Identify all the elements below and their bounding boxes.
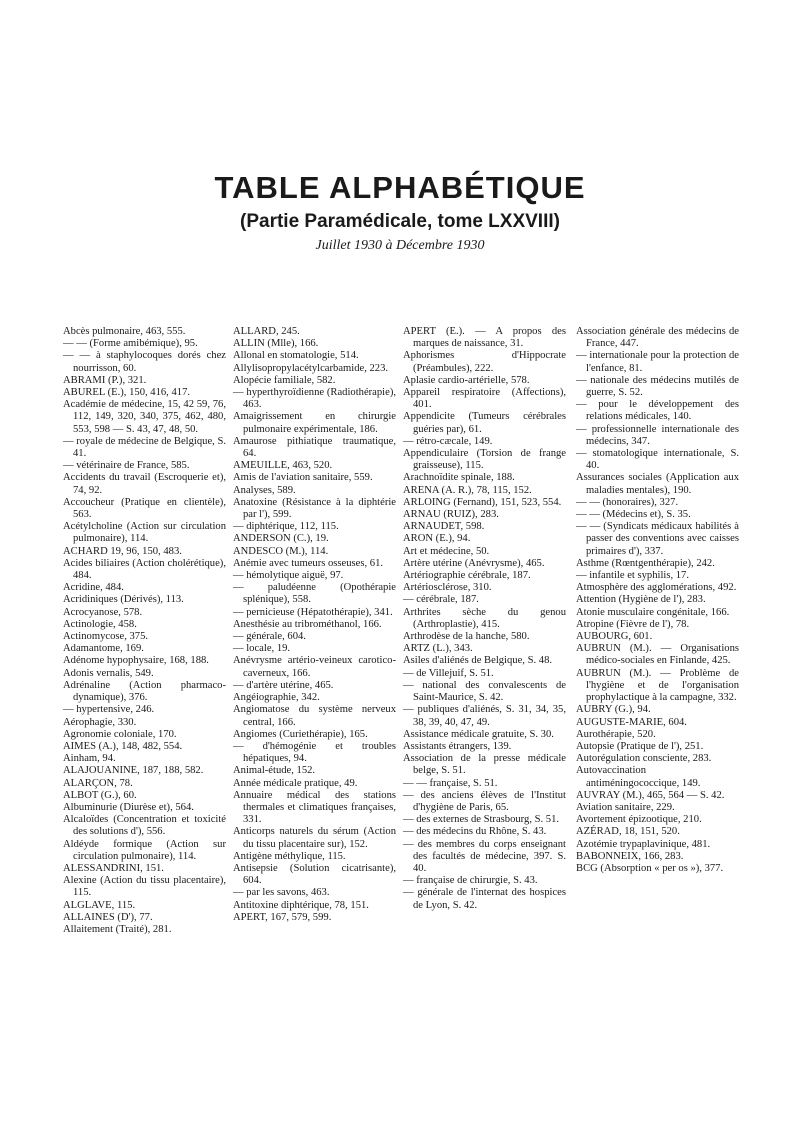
index-entry: Autorégulation consciente, 283.	[576, 753, 712, 765]
index-entry: Angiomes (Curiethérapie), 165.	[233, 728, 368, 740]
index-entry: — — (Forme amibémique), 95.	[63, 338, 198, 350]
index-entry: Animal-étude, 152.	[233, 765, 316, 777]
index-entry: Association de la presse médicale belge, S. 51.	[403, 753, 566, 777]
page-subtitle: (Partie Paramédicale, tome LXXVIII)	[240, 211, 560, 232]
index-column-1	[63, 326, 226, 936]
index-entry: AUBRY (G.), 94.	[576, 704, 651, 716]
index-entry: Amaurose pithiatique traumatique, 64.	[233, 435, 396, 460]
index-entry: — — (Médecins et), S. 35.	[576, 509, 691, 521]
index-column-2	[233, 326, 396, 924]
index-entry: — — française, S. 51.	[403, 777, 498, 789]
index-entry: Arthrites sèche du genou (Arthroplastie), 415.	[403, 606, 566, 630]
index-entry: Atropine (Fièvre de l'), 78.	[576, 618, 690, 630]
index-entry: Accoucheur (Pratique en clientèle), 563.	[63, 496, 226, 521]
index-entry: Alopécie familiale, 582.	[233, 374, 336, 386]
index-entry: — par les savons, 463.	[233, 887, 330, 899]
index-entry: Amaigrissement en chirurgie pulmonaire expérimentale, 186.	[233, 411, 396, 435]
index-entry: Antigène méthylique, 115.	[233, 850, 346, 862]
index-entry: Angéiographie, 342.	[233, 692, 320, 704]
index-entry: Anesthésie au tribrométhanol, 166.	[233, 618, 382, 630]
index-entry: ALESSANDRINI, 151.	[63, 862, 164, 874]
index-entry: Acridine, 484.	[63, 582, 124, 594]
index-entry: Aphorismes d'Hippocrate (Préambules), 222.	[403, 350, 566, 374]
index-entry: ACHARD 19, 96, 150, 483.	[63, 545, 182, 557]
index-entry: — générale de l'internat des hospices de Lyon, S. 42.	[403, 887, 566, 911]
index-entry: ARNAU (RUIZ), 283.	[403, 509, 499, 521]
index-entry: Arachnoïdite spinale, 188.	[403, 472, 515, 484]
index-entry: — pernicieuse (Hépatothérapie), 341.	[233, 606, 393, 618]
index-entry: ARLOING (Fernand), 151, 523, 554.	[403, 496, 562, 508]
index-entry: Aviation sanitaire, 229.	[576, 801, 675, 813]
index-entry: BABONNEIX, 166, 283.	[576, 850, 684, 862]
index-entry: — hémolytique aiguë, 97.	[233, 570, 344, 582]
index-entry: Acides biliaires (Action cholérétique), 484.	[63, 557, 226, 582]
index-entry: ABUREL (E.), 150, 416, 417.	[63, 387, 191, 399]
index-entry: Attention (Hygiène de l'), 283.	[576, 594, 706, 606]
index-entry: Acétylcholine (Action sur circulation pulmonaire), 114.	[63, 521, 226, 545]
index-entry: AMEUILLE, 463, 520.	[233, 460, 333, 472]
index-entry: Année médicale pratique, 49.	[233, 777, 358, 789]
index-entry: Aplasie cardio-artérielle, 578.	[403, 374, 530, 386]
index-entry: — générale, 604.	[233, 631, 306, 643]
index-entry: Asiles d'aliénés de Belgique, S. 48.	[403, 655, 553, 667]
index-entry: — — (honoraires), 327.	[576, 496, 679, 508]
index-entry: Adamantome, 169.	[63, 643, 144, 655]
index-entry: ARTZ (L.), 343.	[403, 643, 473, 655]
index-entry: — infantile et syphilis, 17.	[576, 570, 689, 582]
index-entry: Assistants étrangers, 139.	[403, 740, 512, 752]
index-entry: Analyses, 589.	[233, 484, 296, 496]
index-entry: — paludéenne (Opothérapie splénique), 558.	[233, 582, 396, 606]
index-entry: Association générale des médecins de France, 447.	[576, 326, 739, 350]
index-entry: AUGUSTE-MARIE, 604.	[576, 716, 687, 728]
index-entry: — diphtérique, 112, 115.	[233, 521, 339, 533]
index-entry: AUBRUN (M.). — Problème de l'hygiène et de l'organisation prophylactique à la campagne, 332.	[576, 667, 739, 704]
index-entry: Actinologie, 458.	[63, 618, 137, 630]
index-entry: — des médecins du Rhône, S. 43.	[403, 826, 547, 838]
index-entry: Aldéyde formique (Action sur circulation pulmonaire), 114.	[63, 838, 226, 862]
index-entry: Allylisopropylacétylcarbamide, 223.	[233, 362, 389, 374]
index-entry: — d'hémogénie et troubles hépatiques, 94.	[233, 740, 396, 765]
index-entry: ALGLAVE, 115.	[63, 899, 136, 911]
index-entry: AIMES (A.), 148, 482, 554.	[63, 740, 183, 752]
index-entry: — des externes de Strasbourg, S. 51.	[403, 814, 560, 826]
index-entry: — française de chirurgie, S. 43.	[403, 875, 538, 887]
index-entry: Assurances sociales (Application aux maladies mentales), 190.	[576, 472, 739, 496]
index-entry: AUVRAY (M.), 465, 564 — S. 42.	[576, 789, 725, 801]
index-entry: Allaitement (Traité), 281.	[63, 923, 172, 935]
index-entry: Anticorps naturels du sérum (Action du tissu placentaire sur), 152.	[233, 826, 396, 850]
index-entry: — de Villejuif, S. 51.	[403, 667, 494, 679]
index-entry: Ainham, 94.	[63, 753, 116, 765]
index-entry: Alcaloïdes (Concentration et toxicité des solutions d'), 556.	[63, 814, 226, 838]
index-entry: Abcès pulmonaire, 463, 555.	[63, 326, 186, 337]
index-entry: ALLAINES (D'), 77.	[63, 911, 153, 923]
index-entry: — royale de médecine de Belgique, S. 41.	[63, 435, 226, 460]
index-entry: ALBOT (G.), 60.	[63, 789, 137, 801]
index-entry: — — à staphylocoques dorés chez nourrisson, 60.	[63, 350, 226, 374]
page-title: TABLE ALPHABÉTIQUE	[214, 170, 586, 205]
index-entry: — d'artère utérine, 465.	[233, 679, 334, 691]
index-entry: Anatoxine (Résistance à la diphtérie par l'), 599.	[233, 496, 396, 521]
index-entry: Anémie avec tumeurs osseuses, 61.	[233, 557, 384, 569]
index-entry: ALLIN (Mlle), 166.	[233, 338, 319, 350]
index-entry: — hyperthyroïdienne (Radiothérapie), 463.	[233, 387, 396, 411]
index-entry: Acrocyanose, 578.	[63, 606, 143, 618]
index-entry: Acridiniques (Dérivés), 113.	[63, 594, 184, 606]
index-entry: AUBOURG, 601.	[576, 631, 653, 643]
index-entry: — cérébrale, 187.	[403, 594, 479, 606]
index-entry: Arthrodèse de la hanche, 580.	[403, 631, 530, 643]
index-entry: Appendiculaire (Torsion de frange graisseuse), 115.	[403, 448, 566, 472]
index-entry: Accidents du travail (Escroquerie et), 74, 92.	[63, 472, 226, 496]
index-entry: Alexine (Action du tissu placentaire), 115.	[63, 875, 226, 899]
index-entry: Adonis vernalis, 549.	[63, 667, 154, 679]
index-entry: — stomatologique internationale, S. 40.	[576, 448, 739, 472]
index-entry: Artère utérine (Anévrysme), 465.	[403, 557, 545, 569]
index-entry: Atonie musculaire congénitale, 166.	[576, 606, 730, 618]
index-entry: — internationale pour la protection de l'enfance, 81.	[576, 350, 739, 374]
index-entry: Azotémie trypaplavinique, 481.	[576, 838, 711, 850]
index-entry: ANDESCO (M.), 114.	[233, 545, 329, 557]
index-entry: — professionnelle internationale des médecins, 347.	[576, 423, 739, 447]
index-entry: — pour le développement des relations médicales, 140.	[576, 399, 739, 423]
index-entry: Albuminurie (Diurèse et), 564.	[63, 801, 194, 813]
index-entry: Appareil respiratoire (Affections), 401.	[403, 387, 566, 411]
index-entry: Asthme (Rœntgenthérapie), 242.	[576, 557, 715, 569]
index-entry: Aurothérapie, 520.	[576, 728, 656, 740]
index-entry: Artériographie cérébrale, 187.	[403, 570, 531, 582]
index-entry: APERT (E.). — A propos des marques de naissance, 31.	[403, 326, 566, 350]
index-entry: Atmosphère des agglomérations, 492.	[576, 582, 737, 594]
index-entry: Adrénaline (Action pharmaco-dynamique), 376.	[63, 679, 226, 704]
index-entry: Amis de l'aviation sanitaire, 559.	[233, 472, 373, 484]
index-entry: Annuaire médical des stations thermales et climatiques françaises, 331.	[233, 789, 396, 826]
index-entry: — des anciens élèves de l'Institut d'hygiène de Paris, 65.	[403, 789, 566, 813]
index-entry: — publiques d'aliénés, S. 31, 34, 35, 38, 39, 40, 47, 49.	[403, 704, 566, 728]
index-column-4	[576, 326, 739, 875]
index-entry: — vétérinaire de France, 585.	[63, 460, 190, 472]
index-entry: Artériosclérose, 310.	[403, 582, 492, 594]
index-entry: ARENA (A. R.), 78, 115, 152.	[403, 484, 532, 496]
index-entry: — des membres du corps enseignant des facultés de médecine, 397. S. 40.	[403, 838, 566, 874]
index-entry: APERT, 167, 579, 599.	[233, 911, 332, 923]
index-entry: — locale, 19.	[233, 643, 291, 655]
index-entry: Antitoxine diphtérique, 78, 151.	[233, 899, 369, 911]
page-header	[0, 170, 800, 255]
index-entry: Autovaccination antiméningococcique, 149.	[576, 765, 701, 789]
index-entry: Autopsie (Pratique de l'), 251.	[576, 740, 704, 752]
index-entry: ALAJOUANINE, 187, 188, 582.	[63, 765, 204, 777]
index-entry: Appendicite (Tumeurs cérébrales guéries par), 61.	[403, 411, 566, 435]
index-entry: Angiomatose du système nerveux central, 166.	[233, 704, 396, 728]
index-entry: — — (Syndicats médicaux habilités à passer des conventions avec caisses primaires d'), 337.	[576, 521, 739, 557]
index-entry: Anévrysme artério-veineux carotico-caverneux, 166.	[233, 655, 396, 679]
index-entry: Avortement épizootique, 210.	[576, 814, 702, 826]
index-entry: ALLARD, 245.	[233, 326, 300, 337]
index-entry: Allonal en stomatologie, 514.	[233, 350, 359, 362]
index-entry: Antisepsie (Solution cicatrisante), 604.	[233, 862, 396, 887]
index-entry: ALARÇON, 78.	[63, 777, 133, 789]
index-entry: — national des convalescents de Saint-Maurice, S. 42.	[403, 679, 566, 704]
index-entry: AZÉRAD, 18, 151, 520.	[576, 826, 680, 838]
index-entry: Aérophagie, 330.	[63, 716, 137, 728]
index-entry: ARON (E.), 94.	[403, 533, 471, 545]
index-entry: ABRAMI (P.), 321.	[63, 374, 147, 386]
date-range: Juillet 1930 à Décembre 1930	[315, 238, 485, 253]
index-entry: ARNAUDET, 598.	[403, 521, 485, 533]
index-entry: Assistance médicale gratuite, S. 30.	[403, 728, 554, 740]
index-entry: Adénome hypophysaire, 168, 188.	[63, 655, 209, 667]
index-entry: Académie de médecine, 15, 42 59, 76, 112, 149, 320, 340, 375, 462, 480, 553, 598 — S. 43, 47, 48, 50.	[63, 399, 226, 435]
index-entry: — rétro-cæcale, 149.	[403, 435, 493, 447]
index-entry: — hypertensive, 246.	[63, 704, 155, 716]
index-entry: Agronomie coloniale, 170.	[63, 728, 177, 740]
index-entry: Actinomycose, 375.	[63, 631, 149, 643]
index-entry: — nationale des médecins mutilés de guerre, S. 52.	[576, 374, 739, 399]
index-entry: AUBRUN (M.). — Organisations médico-sociales en Finlande, 425.	[576, 643, 739, 667]
index-entry: ANDERSON (C.), 19.	[233, 533, 329, 545]
index-entry: BCG (Absorption « per os »), 377.	[576, 862, 724, 874]
index-entry: Art et médecine, 50.	[403, 545, 490, 557]
index-column-3	[403, 326, 566, 912]
